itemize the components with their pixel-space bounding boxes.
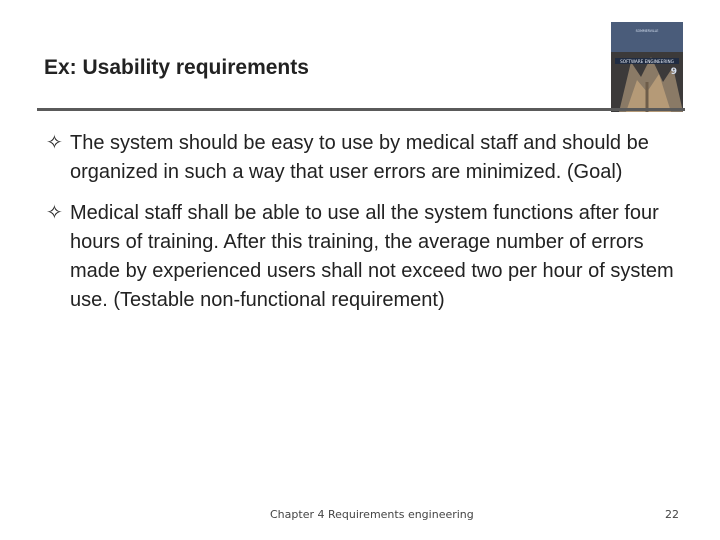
svg-text:9: 9 xyxy=(670,67,677,77)
footer-chapter: Chapter 4 Requirements engineering xyxy=(270,508,474,521)
title-divider xyxy=(37,108,685,111)
star-bullet-icon: ✧ xyxy=(46,132,63,154)
bullet-item xyxy=(46,129,696,187)
bullet-text: Medical staff shall be able to use all the system functions after four hours of training. After this training, the average number of errors made by experienced users shall not exceed two per hour of system use. (Testable non-functional requirement) xyxy=(70,202,674,311)
bullet-list xyxy=(46,129,696,327)
book-cover-image xyxy=(611,22,683,112)
slide-title: Ex: Usability requirements xyxy=(44,56,309,79)
bullet-text: The system should be easy to use by medical staff and should be organized in such a way that user errors are minimized. (Goal) xyxy=(70,132,649,183)
bullet-item xyxy=(46,199,696,315)
star-bullet-icon: ✧ xyxy=(46,202,63,224)
page-number: 22 xyxy=(665,508,679,521)
svg-text:SOFTWARE ENGINEERING: SOFTWARE ENGINEERING xyxy=(620,59,674,64)
svg-text:SOMMERVILLE: SOMMERVILLE xyxy=(635,29,659,33)
